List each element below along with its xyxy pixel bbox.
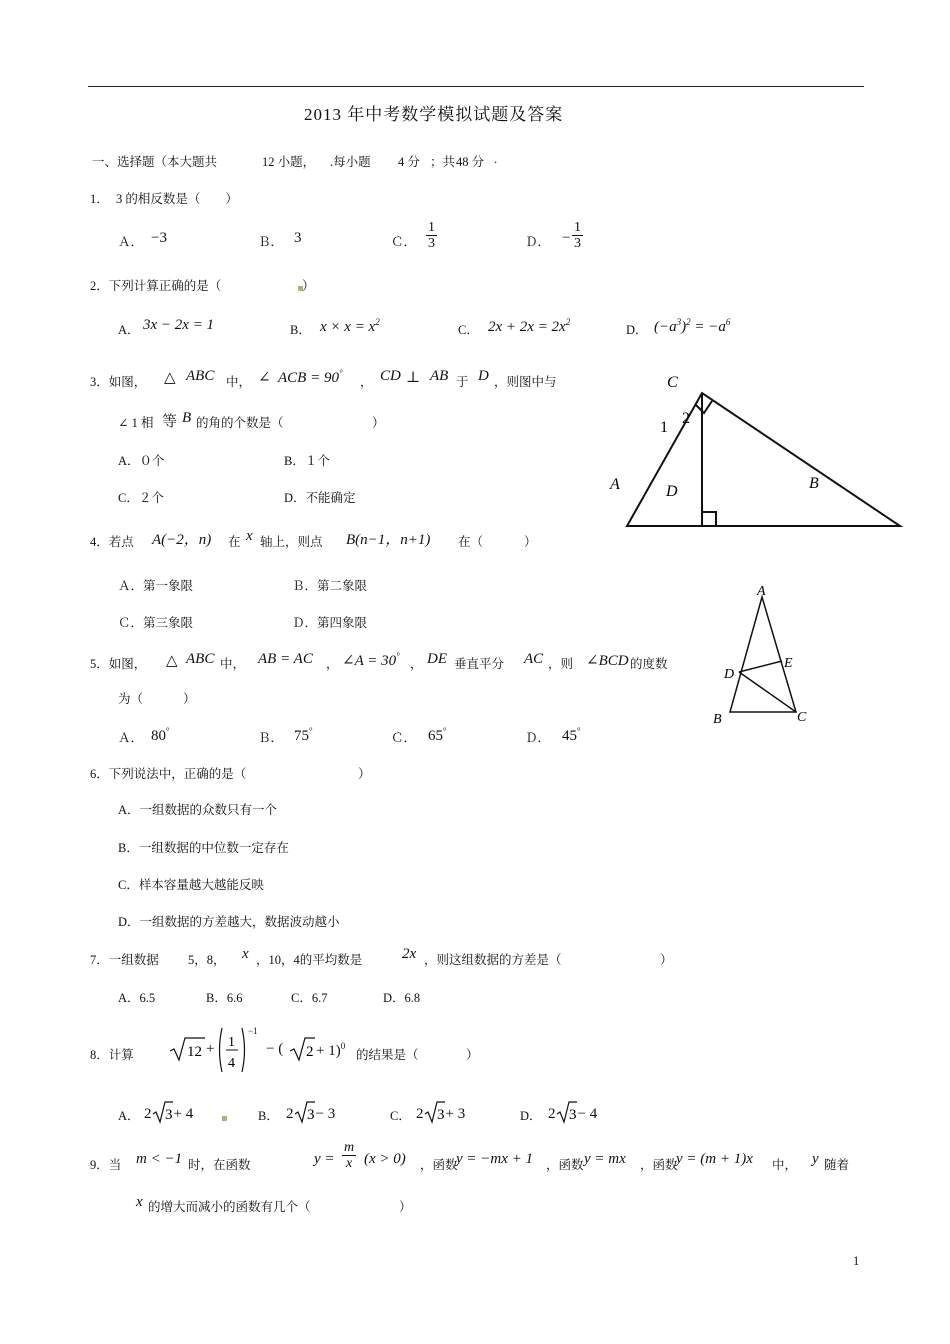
q3-label-1: 1: [660, 419, 668, 436]
q6-option-d: D．一组数据的方差越大，数据波动越小: [118, 915, 340, 929]
q1-option-d-fraction: $\frac{1}{3}$: [574, 220, 581, 252]
q5-label-a: A: [757, 584, 766, 599]
q2-option-a: 3x − 2x = 1: [143, 317, 215, 333]
q5-deg-q: 的度数: [630, 657, 668, 671]
q5-bcd: ∠BCD: [586, 653, 629, 669]
q4-option-c: Ｃ．第三象限: [118, 616, 194, 630]
q8-sqrt2: 2: [306, 1044, 314, 1060]
q3-option-b: B．１个: [284, 454, 330, 468]
q8-tail: 的结果是（: [356, 1048, 419, 1062]
q5-perp: 垂直平分: [454, 657, 505, 671]
q8-option-a: 2 3 + 4: [144, 1100, 193, 1124]
q8-option-b-label: B．: [258, 1109, 279, 1123]
q1-option-a-label: Ａ．: [118, 235, 144, 249]
q8-option-c: 2 3 + 3: [416, 1100, 465, 1124]
q8-option-d: 2 3 − 4: [548, 1100, 597, 1124]
q3-option-c: C．２个: [118, 491, 164, 505]
q3-label-2: 2: [682, 410, 690, 427]
q5-triangle-symbol: △: [166, 653, 178, 669]
q7-option-c: C．6.7: [291, 991, 328, 1005]
q2-paren: ）: [302, 279, 315, 293]
q7-tail: ，则这组数据的方差是（: [424, 953, 562, 967]
q9-y4: y = (m + 1)x: [676, 1151, 753, 1167]
q3-tail: ，则图中与: [494, 375, 557, 389]
q3-comma: ，: [360, 375, 373, 389]
q3-in: 中，: [226, 375, 252, 389]
q5-equality: AB = AC: [258, 651, 313, 667]
q4-x: x: [246, 528, 253, 544]
q1-option-d-sign: −: [562, 230, 571, 246]
q9-f1: ，函数: [420, 1158, 458, 1172]
q1-stem: 3 的相反数是（ ）: [116, 192, 238, 206]
q1-option-b: 3: [294, 230, 302, 246]
q3-abc: ABC: [186, 368, 215, 384]
q8-option-c-label: C．: [390, 1109, 411, 1123]
q7-values-2: ，10，4的平均数是: [256, 953, 363, 967]
q2-option-d: $(-a^3)^2 = -a^6$: [654, 317, 731, 335]
q7-option-b: B．6.6: [206, 991, 243, 1005]
q4-number: 4．若点: [90, 535, 134, 549]
q5-segment-de: [739, 661, 782, 672]
q9-y1-pre: y =: [314, 1151, 335, 1167]
q7-x: x: [242, 946, 249, 962]
q9-paren: ）: [399, 1200, 412, 1214]
q4-paren: ）: [524, 535, 537, 549]
q6-stem: 6．下列说法中，正确的是（: [90, 767, 247, 781]
q8-option-b: 2 3 − 3: [286, 1100, 335, 1124]
q5-de: DE: [427, 651, 447, 667]
q3-triangle-symbol: △: [164, 370, 176, 386]
q2-option-c-label: C．: [458, 323, 479, 337]
q1-option-c-label: Ｃ．: [391, 235, 417, 249]
q8-number: 8．计算: [90, 1048, 134, 1062]
q3-d: D: [478, 368, 489, 384]
q7-option-d: D．6.8: [383, 991, 421, 1005]
q3-option-d: D．不能确定: [284, 491, 356, 505]
q4-on: 在: [228, 535, 241, 549]
q5-line2: 为（: [118, 692, 144, 706]
q7-paren: ）: [660, 953, 673, 967]
q9-y: y: [812, 1151, 819, 1167]
q2-option-c: $2x + 2x = 2x^2$: [488, 317, 571, 335]
section-each: .每小题: [330, 155, 371, 169]
q5-option-d-label: Ｄ．: [525, 731, 551, 745]
q5-then: ，则: [548, 657, 574, 671]
q2-option-b-label: B．: [290, 323, 311, 337]
q5-triangle-outline: [730, 597, 796, 712]
q8-fraction-parens: [216, 1026, 248, 1074]
q3-cd: CD: [380, 368, 401, 384]
q9-y3: y = mx: [584, 1151, 626, 1167]
header-rule: [88, 86, 864, 87]
section-total-prefix: ；共: [430, 155, 456, 169]
q8-sqrt2-radical: [288, 1036, 316, 1062]
q1-option-d-label: Ｄ．: [525, 235, 551, 249]
q4-in: 在（: [458, 535, 484, 549]
q7-values-1: 5，8，: [188, 953, 226, 967]
q3-right-triangle-figure: [600, 365, 910, 535]
q8-option-c-radicand: 3: [436, 1107, 444, 1123]
q9-number: 9．当: [90, 1158, 122, 1172]
q4-axis: 轴上，则点: [260, 535, 323, 549]
q3-perp: ⊥: [406, 370, 421, 386]
q9-condition: m < −1: [136, 1151, 183, 1167]
q5-label-c: C: [797, 710, 807, 725]
q6-option-c: C．样本容量越大越能反映: [118, 878, 264, 892]
q5-sep: ，: [326, 657, 339, 671]
q5-ac: AC: [524, 651, 544, 667]
q1-option-c-fraction: $\frac{1}{3}$: [428, 220, 435, 252]
q2-option-a-label: A．: [118, 323, 140, 337]
q6-option-b: B．一组数据的中位数一定存在: [118, 841, 289, 855]
page-number: 1: [853, 1254, 860, 1268]
q8-frac-num: 1: [228, 1035, 235, 1050]
q3-label-d: D: [666, 483, 678, 500]
q5-option-b-label: Ｂ．: [258, 731, 284, 745]
q5-label-b: B: [713, 712, 722, 727]
q7-option-a: A．6.5: [118, 991, 156, 1005]
q5-option-b: 75°: [294, 726, 313, 744]
q2-option-b: $x \times x = x^2$: [320, 317, 380, 335]
q6-option-a: A．一组数据的众数只有一个: [118, 803, 278, 817]
q4-point-b: B(n−1，n+1): [346, 532, 431, 548]
q2-option-d-label: D．: [626, 323, 648, 337]
q9-when: 时，在函数: [188, 1158, 251, 1172]
q3-line2-post: 的角的个数是（: [196, 416, 284, 430]
q9-y1-domain: (x > 0): [364, 1151, 406, 1167]
q8-exponent: −1: [248, 1026, 258, 1036]
q4-option-a: Ａ．第一象限: [118, 579, 194, 593]
section-label: 一、选择题（本大题共: [92, 155, 218, 169]
q6-paren: ）: [358, 767, 371, 781]
q7-number: 7．一组数据: [90, 953, 159, 967]
q2-stem: 2．下列计算正确的是（: [90, 279, 222, 293]
q3-right-angle-mark-c: [696, 401, 712, 413]
q8-plus1: + 1)$^0$: [316, 1041, 346, 1059]
q3-option-a: A．０个: [118, 454, 165, 468]
q9-tail: 随着: [824, 1158, 850, 1172]
q8-paren: ）: [466, 1048, 479, 1062]
q9-f4: 中，: [772, 1158, 798, 1172]
q8-option-a-radicand: 3: [164, 1107, 172, 1123]
q4-point-a: A(−2，n): [152, 532, 212, 548]
section-total: 48 分: [456, 155, 485, 169]
q5-angle-a: ∠A = 30°: [342, 651, 400, 669]
q3-number: 3．如图，: [90, 375, 147, 389]
scan-speck: [222, 1116, 227, 1121]
q5-abc: ABC: [186, 651, 215, 667]
section-count: 12 小题，: [262, 155, 316, 169]
q7-2x: 2x: [402, 946, 417, 962]
q3-ab: AB: [430, 368, 449, 384]
q9-y2: y = −mx + 1: [456, 1151, 534, 1167]
q9-f2: ，函数: [546, 1158, 584, 1172]
q9-f3: ，函数: [640, 1158, 678, 1172]
q3-triangle-outline: [627, 393, 900, 526]
q5-label-d: D: [724, 667, 735, 682]
q8-sqrt12-radical: [168, 1036, 206, 1062]
q1-option-b-label: Ｂ．: [258, 235, 284, 249]
q5-number: 5．如图，: [90, 657, 147, 671]
q5-label-e: E: [784, 656, 793, 671]
section-points: 4 分: [398, 155, 420, 169]
q4-option-b: Ｂ．第二象限: [292, 579, 368, 593]
q3-right-angle-mark-d: [702, 512, 716, 526]
q3-acb: ACB = 90°: [278, 368, 343, 386]
q9-line2-x: x: [136, 1194, 143, 1210]
q5-in: 中，: [220, 657, 246, 671]
q3-label-a: A: [610, 476, 620, 493]
q3-paren: ）: [372, 416, 385, 430]
q5-option-c: 65°: [428, 726, 447, 744]
q5-segment-dc: [739, 672, 796, 712]
q3-angle-symbol: ∠: [258, 370, 271, 386]
q5-option-d: 45°: [562, 726, 581, 744]
q8-option-d-radicand: 3: [568, 1107, 576, 1123]
section-end: .: [494, 152, 498, 166]
q9-line2: 的增大而减小的函数有几个（: [148, 1200, 311, 1214]
q5-option-a: 80°: [151, 726, 170, 744]
q8-option-d-label: D．: [520, 1109, 542, 1123]
q8-plus: +: [206, 1041, 215, 1057]
page-title: 2013 年中考数学模拟试题及答案: [304, 105, 564, 124]
q1-number: 1．: [90, 192, 109, 206]
q3-line2-ang: 等: [162, 414, 178, 430]
q1-option-a: −3: [151, 230, 167, 246]
q8-frac-den: 4: [228, 1056, 235, 1071]
q8-option-a-label: A．: [118, 1109, 140, 1123]
q8-option-b-radicand: 3: [306, 1107, 314, 1123]
q4-option-d: Ｄ．第四象限: [292, 616, 368, 630]
q5-isosceles-triangle-figure: [706, 580, 818, 730]
q3-at: 于: [456, 375, 469, 389]
q3-label-b: B: [809, 475, 819, 492]
q9-y1-fraction: $\frac{m}{x}$: [344, 1140, 355, 1172]
q8-sqrt12: 12: [187, 1044, 202, 1060]
q5-comma: ，: [410, 657, 423, 671]
q3-line2-pre: ∠ 1 相: [118, 416, 154, 430]
q5-option-a-label: Ａ．: [118, 731, 144, 745]
q3-b: B: [182, 410, 192, 426]
q5-paren: ）: [183, 692, 196, 706]
q5-option-c-label: Ｃ．: [391, 731, 417, 745]
q3-label-c: C: [667, 374, 678, 391]
q8-minus: − (: [266, 1041, 284, 1057]
